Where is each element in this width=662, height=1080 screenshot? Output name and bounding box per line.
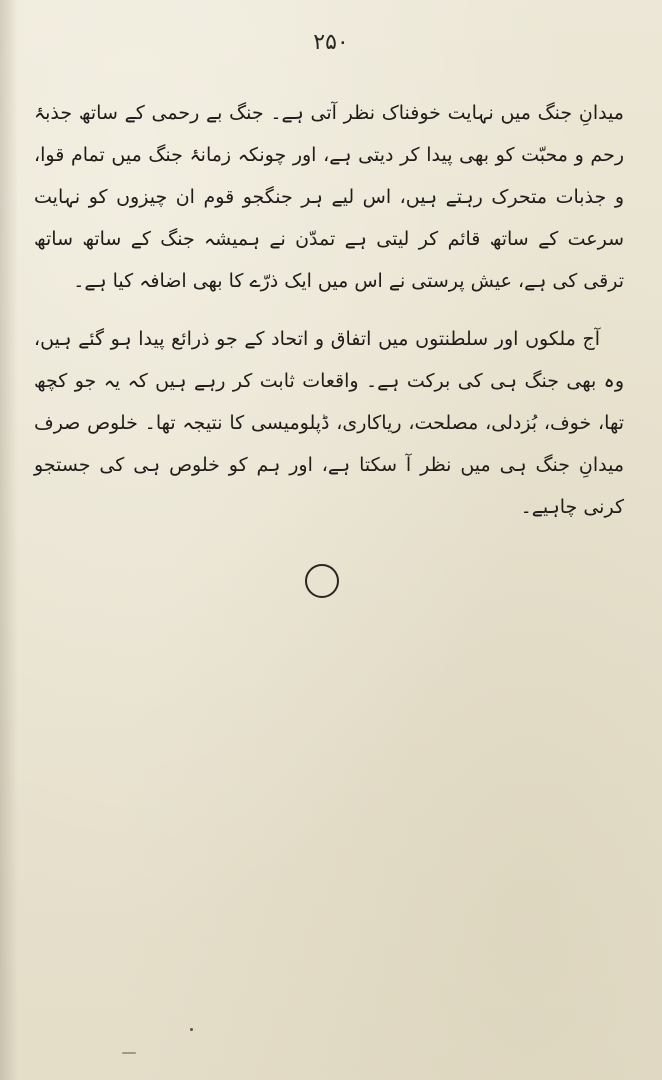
paragraph-1: میدانِ جنگ میں نہایت خوفناک نظر آتی ہے۔ جنگ بے رحمی کے ساتھ جذبۂ رحم و محبّت کو بھی پیدا کر دیتی ہے، اور چونکہ زمانۂ جنگ میں تمام قوا، و جذبات متحرک رہتے ہیں، اس لیے ہر جنگجو قوم ان چیزوں کو نہایت سرعت کے ساتھ قائم کر لیتی ہے تمدّن نے ہمیشہ جنگ کے ساتھ ساتھ ترقی کی ہے، عیش پرستی نے اس میں ایک ذرّے کا بھی اضافہ کیا ہے۔ — [34, 102, 624, 292]
page-body — [34, 92, 624, 544]
paper-speck — [122, 1052, 136, 1054]
paragraph-2: آج ملکوں اور سلطنتوں میں اتفاق و اتحاد کے جو ذرائع پیدا ہو گئے ہیں، وہ بھی جنگ ہی کی برکت ہے۔ واقعات ثابت کر رہے ہیں کہ یہ جو کچھ تھا، خوف، بُزدلی، مصلحت، ریاکاری، ڈپلومیسی کا نتیجہ تھا۔ خلوص صرف میدانِ جنگ ہی میں نظر آ سکتا ہے، اور ہم کو خلوص ہی کی جستجو کرنی چاہیے۔ — [34, 328, 624, 518]
page-number: ۲۵۰ — [313, 30, 349, 55]
section-end-circle-mark — [305, 564, 339, 598]
paper-speck — [190, 1028, 193, 1031]
